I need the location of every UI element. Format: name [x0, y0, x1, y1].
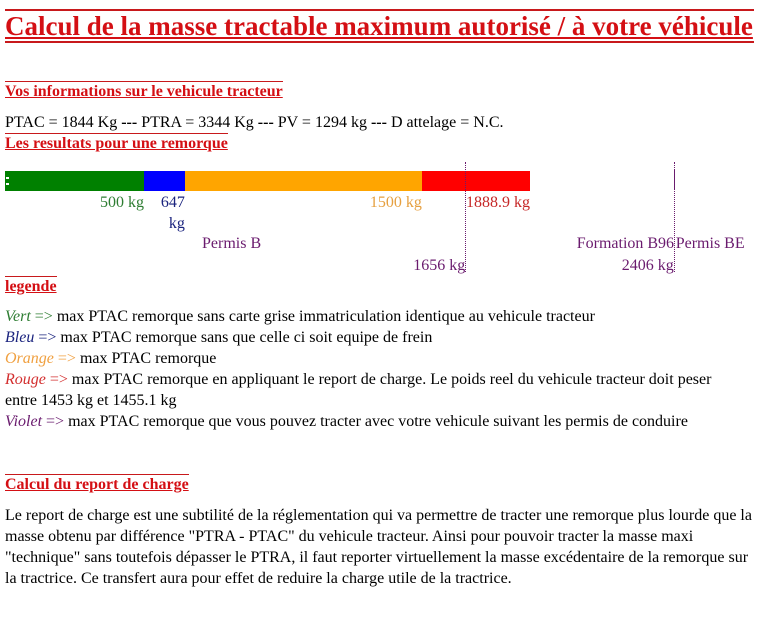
segment-vert — [5, 171, 144, 191]
legend-key: Orange — [5, 350, 54, 367]
legend-text: max PTAC remorque en appliquant le report de charge. Le poids reel du vehicule tracteur doit peser entre 1453 kg et 1455.1 kg — [5, 371, 712, 409]
page-title: Calcul de la masse tractable maximum autorisé / à votre véhicule — [5, 11, 753, 41]
legend-text: max PTAC remorque — [79, 350, 217, 367]
permit-b96-label: Formation B96 — [576, 235, 675, 252]
ptra-value: PTRA = 3344 Kg — [141, 114, 254, 131]
legend-heading: legende — [5, 278, 57, 295]
legend-text: max PTAC remorque que vous pouvez tracter avec votre vehicule suivant les permis de conduire — [68, 413, 688, 430]
vehicle-info-heading: Vos informations sur le vehicule tracteur — [5, 83, 283, 100]
legend-key: Violet — [5, 413, 43, 430]
legend-arrow: => — [46, 413, 65, 430]
d-attelage-value: D attelage = N.C. — [390, 114, 504, 131]
report-heading: Calcul du report de charge — [5, 476, 189, 493]
legend-key: Rouge — [5, 371, 46, 388]
legend-key: Vert — [5, 308, 31, 325]
be-limit-value: 2406 kg — [621, 257, 674, 274]
legend-item-orange — [5, 348, 745, 369]
bar-start-marker-icon — [6, 176, 9, 186]
ptac-value: PTAC = 1844 Kg — [5, 114, 118, 131]
legend-list — [5, 306, 745, 432]
pv-value: PV = 1294 kg — [277, 114, 367, 131]
legend-item-bleu — [5, 327, 745, 348]
legend-arrow: => — [49, 371, 68, 388]
results-heading: Les resultats pour une remorque — [5, 135, 228, 152]
label-rouge: 1888.9 kg — [466, 194, 530, 211]
permit-be-label: Permis BE — [675, 235, 745, 252]
separator: --- — [370, 114, 387, 131]
segment-bleu — [144, 171, 185, 191]
legend-arrow: => — [57, 350, 76, 367]
label-bleu: 647 — [160, 194, 185, 211]
label-bleu-unit: kg — [168, 215, 185, 232]
report-paragraph: Le report de charge est une subtilité de la réglementation qui va permettre de tracter une remorque plus lourde que la masse obtenu par différence "PTRA - PTAC" du vehicule tracteur. Ainsi pour pouvoir tracter la masse maxi "technique" sans toutefois dépasser le PTRA, il faut reporter virtuellement la masse excédentaire de la remorque sur la tractrice. Ce transfert aura pour effet de reduire la charge utile de la tractrice. — [5, 507, 752, 587]
label-orange: 1500 kg — [369, 194, 422, 211]
legend-arrow: => — [34, 308, 53, 325]
segment-rouge — [422, 171, 530, 191]
be-limit-solid — [674, 170, 675, 190]
legend-text: max PTAC remorque sans carte grise immatriculation identique au vehicule tracteur — [56, 308, 595, 325]
label-vert: 500 kg — [99, 194, 144, 211]
legend-item-rouge — [5, 369, 745, 411]
permit-b-label: Permis B — [202, 235, 262, 252]
b96-limit-value: 1656 kg — [413, 257, 466, 274]
legend-key: Bleu — [5, 329, 35, 346]
segment-orange — [185, 171, 422, 191]
vehicle-info-line — [5, 112, 503, 133]
b96-limit-line — [465, 162, 466, 272]
legend-item-violet — [5, 411, 745, 432]
separator: --- — [121, 114, 138, 131]
legend-text: max PTAC remorque sans que celle ci soit equipe de frein — [60, 329, 433, 346]
separator: --- — [257, 114, 274, 131]
legend-item-vert — [5, 306, 745, 327]
legend-arrow: => — [38, 329, 57, 346]
